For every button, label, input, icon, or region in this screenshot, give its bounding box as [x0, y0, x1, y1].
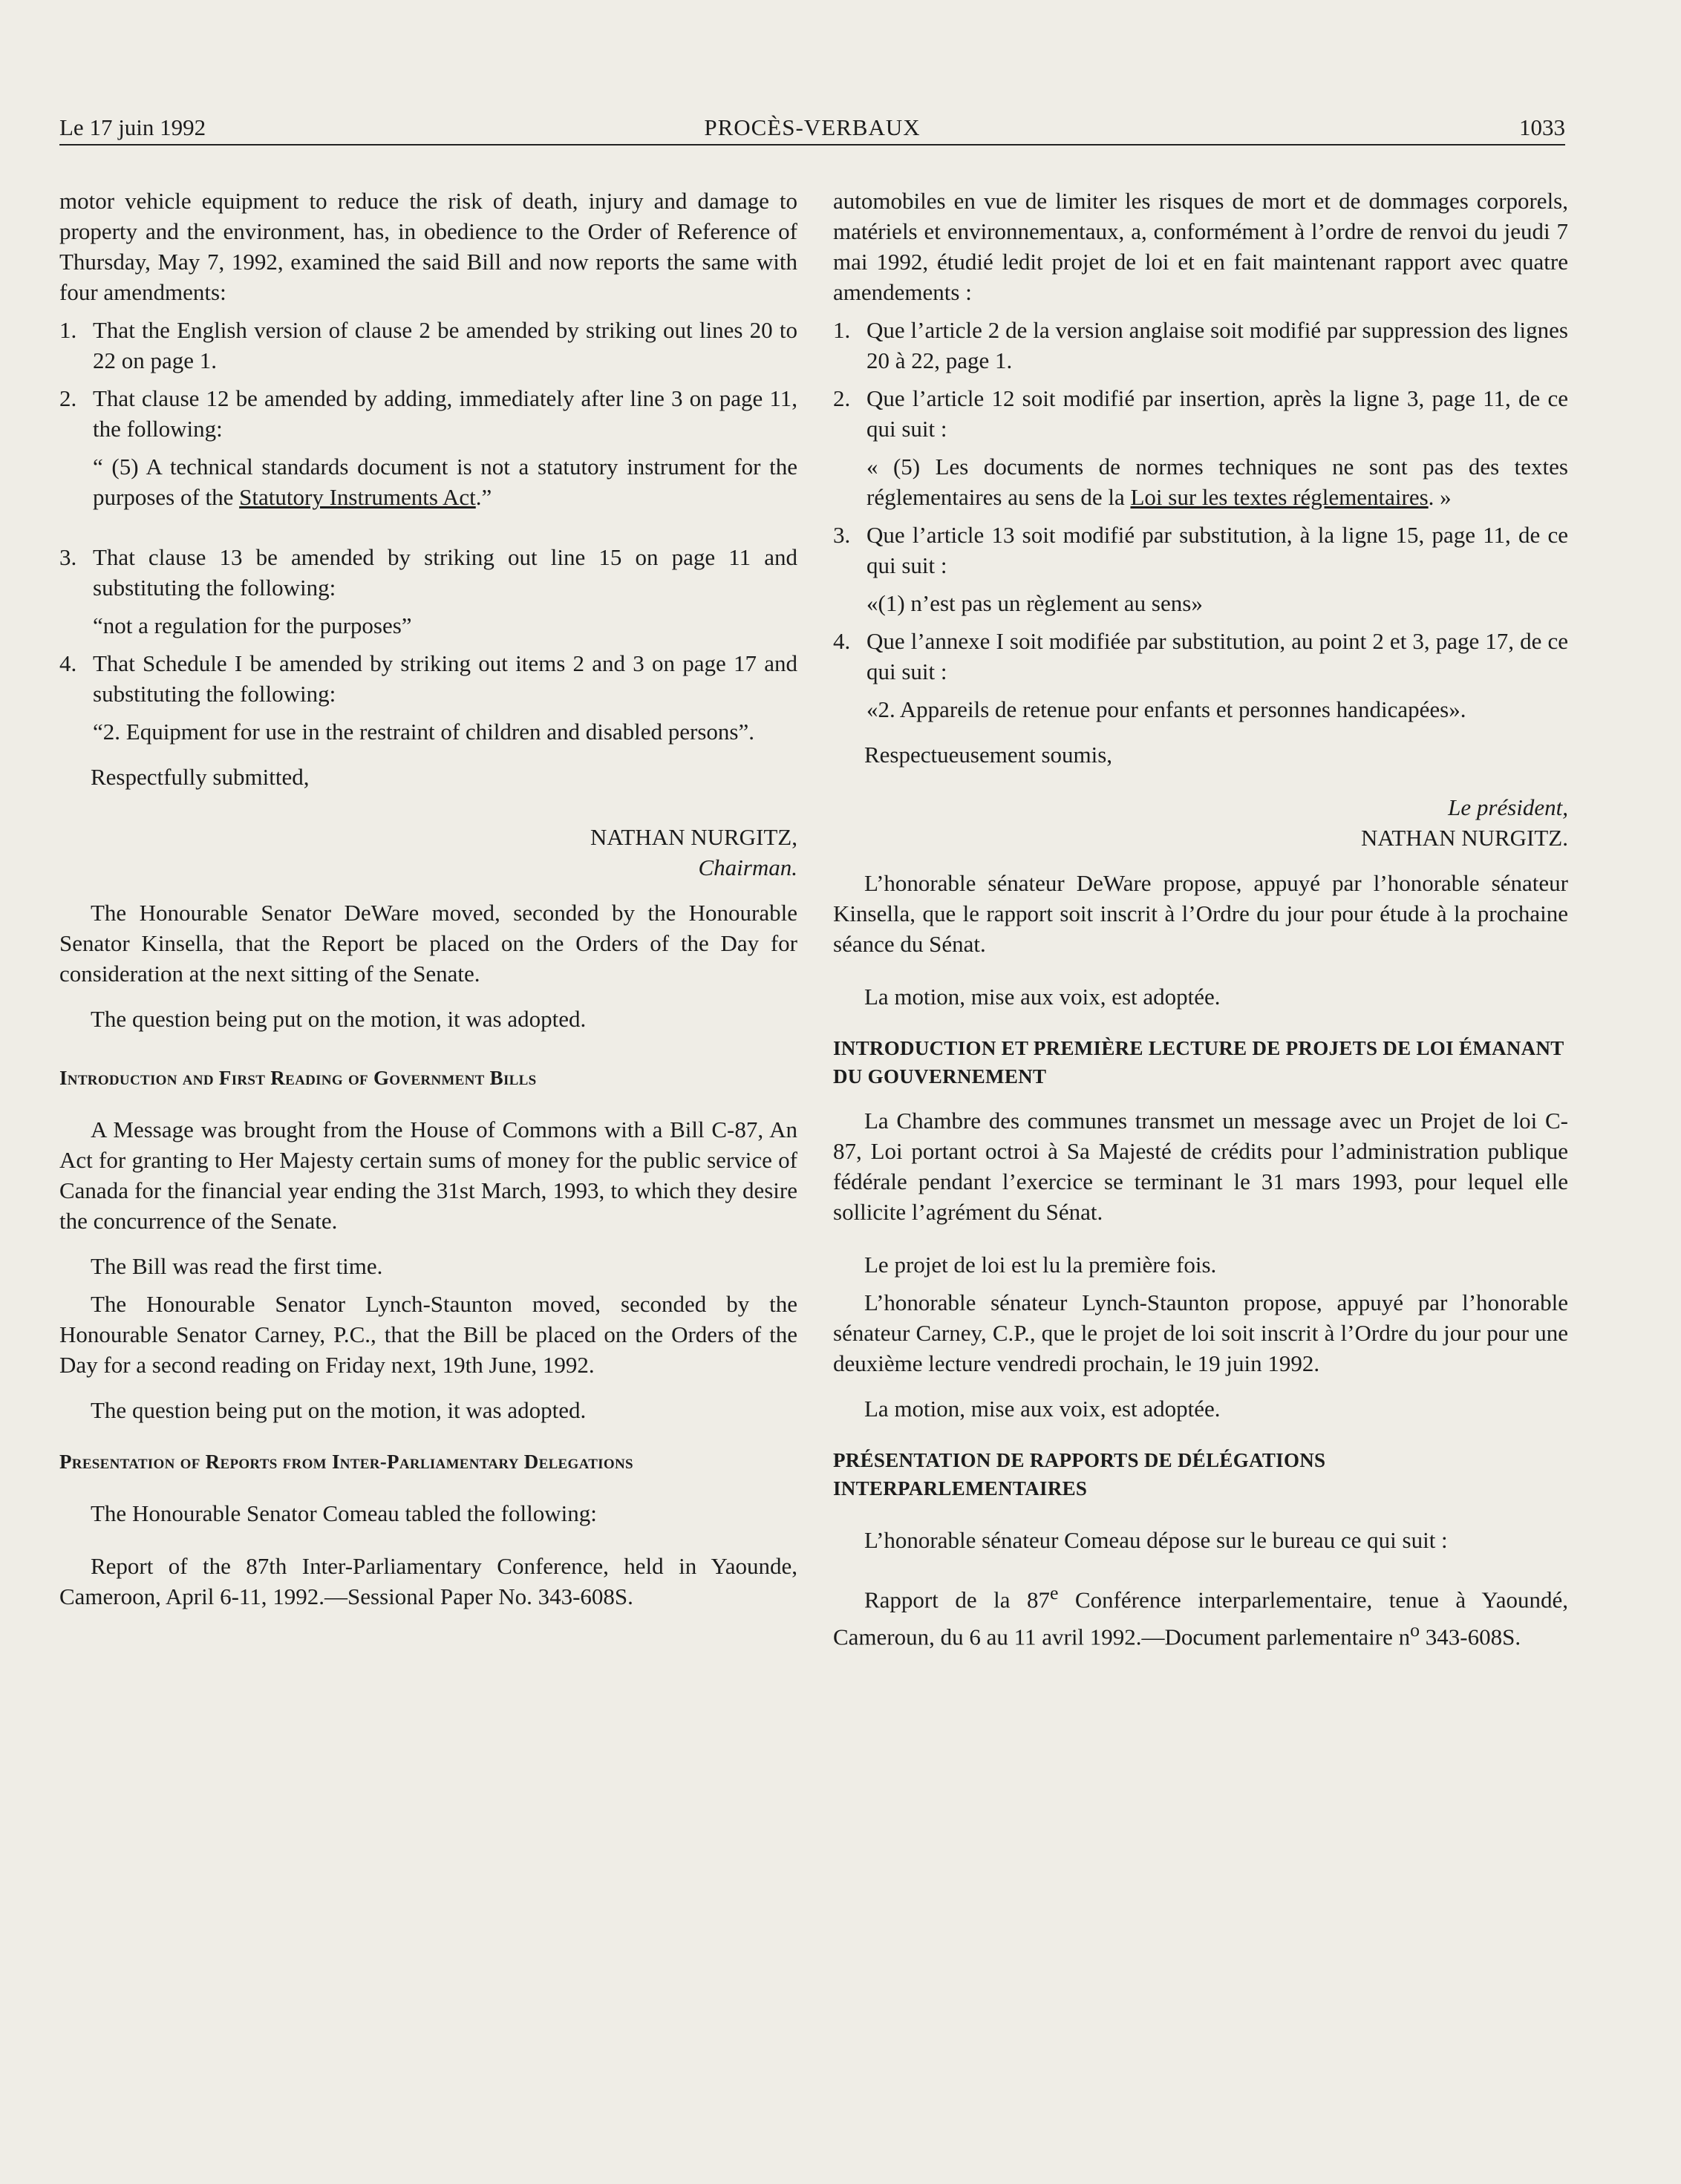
- amendment-text: Que l’annexe I soit modifiée par substitution, au point 2 et 3, page 17, de ce qui suit :: [866, 628, 1568, 684]
- amendment-text: Que l’article 13 soit modifié par substitution, à la ligne 15, page 11, de ce qui suit :: [866, 522, 1568, 578]
- section-heading-2-fr: PRÉSENTATION DE RAPPORTS DE DÉLÉGATIONS INTERPARLEMENTAIRES: [833, 1449, 1326, 1500]
- amendment-text: Que l’article 12 soit modifié par insertion, après la ligne 3, page 11, de ce qui suit :: [866, 385, 1568, 442]
- amendment-4-fr: [833, 626, 1568, 687]
- second-reading-motion: The Honourable Senator Lynch-Staunton moved, seconded by the Honourable Senator Carney, P.C., that the Bill be placed on the Orders of the Day for a second reading on Friday next, 19th June, 1992.: [59, 1291, 797, 1378]
- amendment-text: Que l’article 2 de la version anglaise soit modifié par suppression des lignes 20 à 22, page 1.: [866, 317, 1568, 373]
- second-reading-motion-fr: L’honorable sénateur Lynch-Staunton propose, appuyé par l’honorable sénateur Carney, C.P., que le projet de loi soit inscrit à l’Ordre du jour pour une deuxième lecture vendredi prochain, le 19 juin 1992.: [833, 1289, 1568, 1376]
- amendment-number: 2.: [833, 385, 851, 411]
- quote-text: « (5) Les documents de normes techniques ne sont pas des textes réglementaires au sens de la: [866, 454, 1568, 510]
- report-text-end: 343-608S.: [1420, 1624, 1521, 1650]
- report-paragraph: Report of the 87th Inter-Parliamentary Conference, held in Yaounde, Cameroon, April 6-11, 1992.—Sessional Paper No. 343-608S.: [59, 1553, 797, 1609]
- page-header: [59, 113, 1565, 146]
- report-text-mid: Conférence interparlementaire, tenue à Yaoundé, Cameroun, du 6 au 11 avril 1992.—Document parlementaire n: [833, 1586, 1568, 1650]
- amendment-1-fr: [833, 315, 1568, 376]
- amendment-1: [59, 315, 797, 376]
- tabled-paragraph: The Honourable Senator Comeau tabled the following:: [91, 1500, 597, 1526]
- signer-title: Chairman.: [698, 854, 797, 880]
- tabled-paragraph-fr: L’honorable sénateur Comeau dépose sur le bureau ce qui suit :: [864, 1527, 1448, 1553]
- amendment-text: That clause 12 be amended by adding, immediately after line 3 on page 11, the following:: [93, 385, 797, 442]
- ordinal-suffix: e: [1049, 1582, 1059, 1603]
- question-paragraph-2: The question being put on the motion, it was adopted.: [91, 1397, 587, 1423]
- amendment-number: 1.: [59, 317, 77, 343]
- amendment-number: 3.: [833, 522, 851, 548]
- message-paragraph-fr: La Chambre des communes transmet un message avec un Projet de loi C-87, Loi portant octroi à Sa Majesté de crédits pour l’administration publique fédérale pendant l’exercice se terminant le 31 mars 1993, pour lequel elle sollicite l’agrément du Sénat.: [833, 1108, 1568, 1225]
- signer-title-fr: Le président,: [1448, 794, 1568, 820]
- signer-name-fr: NATHAN NURGITZ.: [1361, 825, 1568, 851]
- amendment-text: That the English version of clause 2 be amended by striking out lines 20 to 22 on page 1.: [93, 317, 797, 373]
- question-paragraph-2-fr: La motion, mise aux voix, est adoptée.: [864, 1396, 1221, 1422]
- report-text: Rapport de la 87: [864, 1586, 1050, 1613]
- question-paragraph: The question being put on the motion, it was adopted.: [91, 1006, 587, 1032]
- header-title: PROCÈS-VERBAUX: [704, 114, 921, 140]
- section-heading-fr: INTRODUCTION ET PREMIÈRE LECTURE DE PROJETS DE LOI ÉMANANT DU GOUVERNEMENT: [833, 1037, 1564, 1088]
- amendment-4-quote-fr: «2. Appareils de retenue pour enfants et personnes handicapées».: [866, 696, 1466, 722]
- amendment-3-quote-fr: «(1) n’est pas un règlement au sens»: [866, 590, 1203, 616]
- section-heading: Introduction and First Reading of Government Bills: [59, 1067, 537, 1089]
- amendment-2-quote-fr: [833, 451, 1568, 512]
- quote-text-end: . »: [1428, 484, 1452, 510]
- closing-line: Respectfully submitted,: [91, 764, 310, 790]
- quote-text: “ (5) A technical standards document is not a statutory instrument for the purposes of the: [93, 454, 797, 510]
- quote-text-end: .”: [475, 484, 492, 510]
- continued-paragraph: motor vehicle equipment to reduce the risk of death, injury and damage to property and the environment, has, in obedience to the Order of Reference of Thursday, May 7, 1992, examined the said Bill and now reports the same with four amendments:: [59, 188, 797, 305]
- section-heading-2: Presentation of Reports from Inter-Parliamentary Delegations: [59, 1451, 633, 1473]
- amendment-text: That clause 13 be amended by striking out line 15 on page 11 and substituting the following:: [93, 544, 797, 601]
- amendment-2-quote: [59, 451, 797, 512]
- signer-name: NATHAN NURGITZ,: [590, 824, 797, 850]
- number-suffix: o: [1410, 1619, 1420, 1641]
- report-paragraph-fr: [833, 1577, 1568, 1652]
- closing-line-fr: Respectueusement soumis,: [864, 742, 1113, 768]
- amendment-3-quote: “not a regulation for the purposes”: [93, 612, 412, 638]
- amendment-text: That Schedule I be amended by striking out items 2 and 3 on page 17 and substituting the following:: [93, 650, 797, 707]
- amendment-2: [59, 383, 797, 444]
- act-title: Statutory Instruments Act: [239, 484, 476, 510]
- amendment-4-quote: “2. Equipment for use in the restraint of children and disabled persons”.: [93, 719, 754, 745]
- amendment-4: [59, 648, 797, 709]
- page-number: 1033: [1519, 114, 1565, 140]
- french-column: [833, 186, 1568, 1652]
- amendment-3: [59, 542, 797, 603]
- english-column: [59, 186, 797, 1612]
- message-paragraph: A Message was brought from the House of Commons with a Bill C-87, An Act for granting to Her Majesty certain sums of money for the public service of Canada for the financial year ending the 31st March, 1993, to which they desire the concurrence of the Senate.: [59, 1116, 797, 1234]
- first-reading-paragraph-fr: Le projet de loi est lu la première fois.: [864, 1252, 1217, 1278]
- act-title-fr: Loi sur les textes réglementaires: [1130, 484, 1429, 510]
- first-reading-paragraph: The Bill was read the first time.: [91, 1253, 383, 1279]
- amendment-number: 4.: [59, 650, 77, 676]
- header-date: Le 17 juin 1992: [59, 114, 206, 140]
- amendment-3-fr: [833, 520, 1568, 581]
- question-paragraph-fr: La motion, mise aux voix, est adoptée.: [864, 984, 1221, 1010]
- motion-paragraph-fr: L’honorable sénateur DeWare propose, appuyé par l’honorable sénateur Kinsella, que le rapport soit inscrit à l’Ordre du jour pour étude à la prochaine séance du Sénat.: [833, 870, 1568, 957]
- amendment-2-fr: [833, 383, 1568, 444]
- motion-paragraph: The Honourable Senator DeWare moved, seconded by the Honourable Senator Kinsella, that the Report be placed on the Orders of the Day for consideration at the next sitting of the Senate.: [59, 900, 797, 987]
- amendment-number: 4.: [833, 628, 851, 654]
- continued-paragraph-fr: automobiles en vue de limiter les risques de mort et de dommages corporels, matériels et environnementaux, a, conformément à l’ordre de renvoi du jeudi 7 mai 1992, étudié ledit projet de loi et en fait maintenant rapport avec quatre amendements :: [833, 188, 1568, 305]
- amendment-number: 2.: [59, 385, 77, 411]
- amendment-number: 3.: [59, 544, 77, 570]
- amendment-number: 1.: [833, 317, 851, 343]
